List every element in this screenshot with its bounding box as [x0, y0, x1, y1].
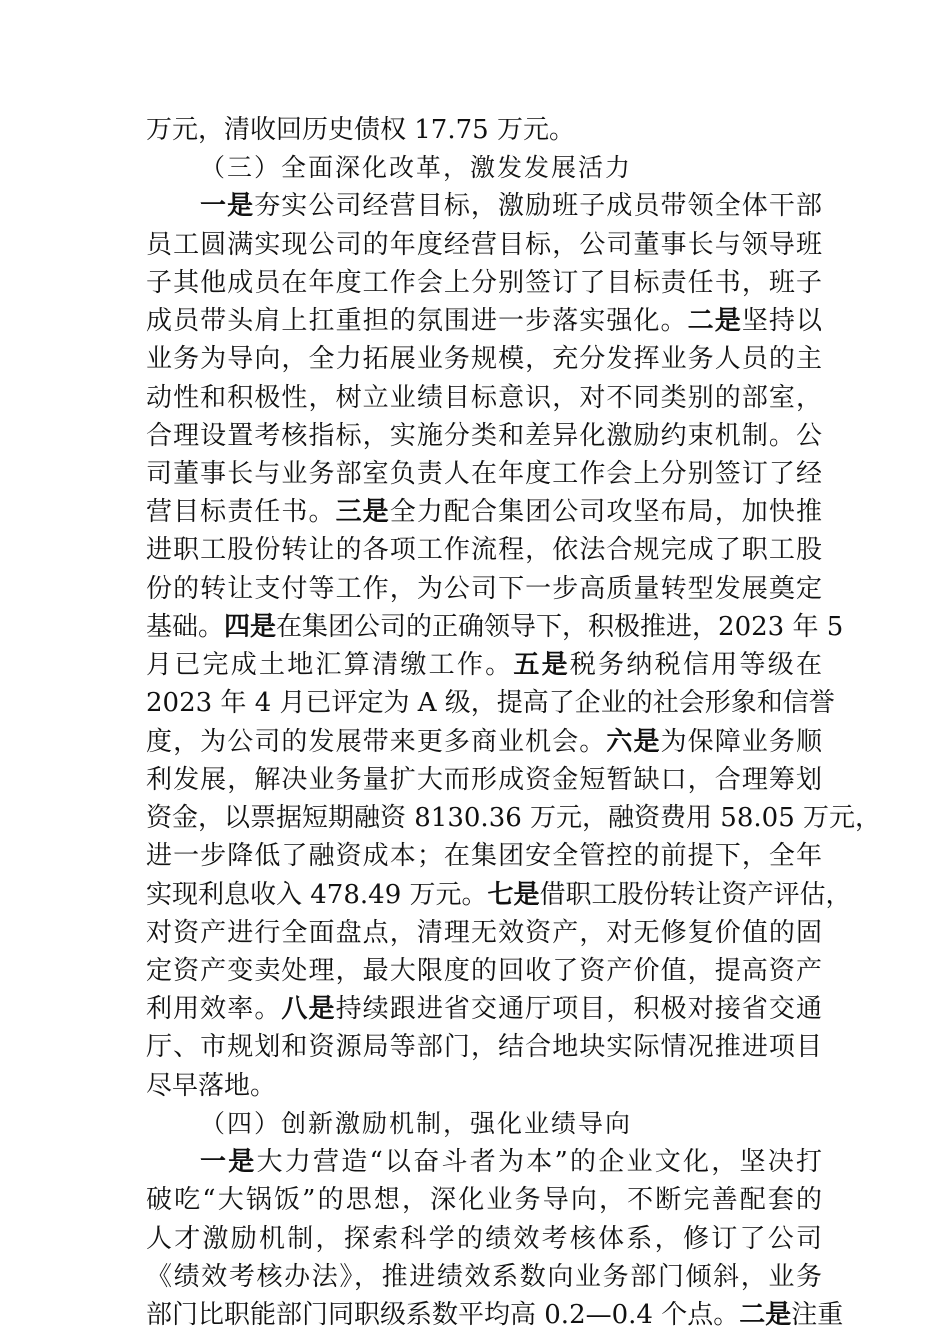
paragraph-line: 成员带头肩上扛重担的氛围进一步落实强化。二是坚持以 [146, 306, 822, 336]
paragraph-line: 月已完成土地汇算清缴工作。五是税务纳税信用等级在 [146, 650, 822, 680]
paragraph-line: 资金，以票据短期融资 8130.36 万元，融资费用 58.05 万元， [146, 803, 882, 833]
list-marker: 七是 [487, 880, 540, 910]
paragraph-line: 实现利息收入 478.49 万元。七是借职工股份转让资产评估， [146, 880, 852, 910]
paragraph-line: 定资产变卖处理，最大限度的回收了资产价值，提高资产 [146, 956, 822, 986]
paragraph-line: 营目标责任书。三是全力配合集团公司攻坚布局，加快推 [146, 497, 822, 527]
list-marker: 四是 [224, 612, 277, 642]
paragraph-line: 厅、市规划和资源局等部门，结合地块实际情况推进项目 [146, 1032, 822, 1062]
paragraph-line: 2023 年 4 月已评定为 A 级，提高了企业的社会形象和信誉 [146, 688, 835, 718]
paragraph-line: 《绩效考核办法》，推进绩效系数向业务部门倾斜，业务 [146, 1262, 822, 1292]
paragraph-line: 进职工股份转让的各项工作流程，依法合规完成了职工股 [146, 535, 822, 565]
paragraph-line: 进一步降低了融资成本；在集团安全管控的前提下，全年 [146, 841, 822, 871]
list-marker: 五是 [513, 650, 570, 680]
paragraph-line: 份的转让支付等工作，为公司下一步高质量转型发展奠定 [146, 574, 822, 604]
list-marker: 二是 [739, 1300, 792, 1330]
paragraph-line: 尽早落地。 [146, 1071, 277, 1101]
paragraph-line: 司董事长与业务部室负责人在年度工作会上分别签订了经 [146, 459, 822, 489]
list-marker: 六是 [606, 727, 661, 757]
paragraph-line: 动性和积极性，树立业绩目标意识，对不同类别的部室， [146, 383, 822, 413]
list-marker: 三是 [335, 497, 390, 527]
paragraph-line: 基础。四是在集团公司的正确领导下，积极推进，2023 年 5 [146, 612, 844, 642]
list-marker: 八是 [281, 994, 336, 1024]
list-marker: 二是 [687, 306, 742, 336]
body-line: 万元，清收回历史债权 17.75 万元。 [146, 115, 575, 145]
paragraph-line: 部门比职能部门同职级系数平均高 0.2—0.4 个点。二是注重 [146, 1300, 844, 1330]
paragraph-line: 一是夯实公司经营目标，激励班子成员带领全体干部 [200, 191, 822, 221]
paragraph-line: 度，为公司的发展带来更多商业机会。六是为保障业务顺 [146, 727, 822, 757]
section-heading: （三）全面深化改革，激发发展活力 [200, 153, 633, 182]
paragraph-line: 员工圆满实现公司的年度经营目标，公司董事长与领导班 [146, 230, 822, 260]
paragraph-line: 对资产进行全面盘点，清理无效资产，对无修复价值的固 [146, 918, 822, 948]
list-marker: 一是 [200, 191, 255, 221]
paragraph-line: 人才激励机制，探索科学的绩效考核体系，修订了公司 [146, 1224, 822, 1254]
paragraph-line: 合理设置考核指标，实施分类和差异化激励约束机制。公 [146, 421, 822, 451]
paragraph-line: 利用效率。八是持续跟进省交通厅项目，积极对接省交通 [146, 994, 822, 1024]
paragraph-line: 利发展，解决业务量扩大而形成资金短暂缺口，合理筹划 [146, 765, 822, 795]
paragraph-line: 破吃“大锅饭”的思想，深化业务导向，不断完善配套的 [146, 1185, 822, 1215]
section-heading: （四）创新激励机制，强化业绩导向 [200, 1109, 633, 1138]
paragraph-line: 业务为导向，全力拓展业务规模，充分发挥业务人员的主 [146, 344, 822, 374]
paragraph-line: 一是大力营造“以奋斗者为本”的企业文化，坚决打 [200, 1147, 822, 1177]
paragraph-line: 子其他成员在年度工作会上分别签订了目标责任书，班子 [146, 268, 822, 298]
list-marker: 一是 [200, 1147, 257, 1177]
